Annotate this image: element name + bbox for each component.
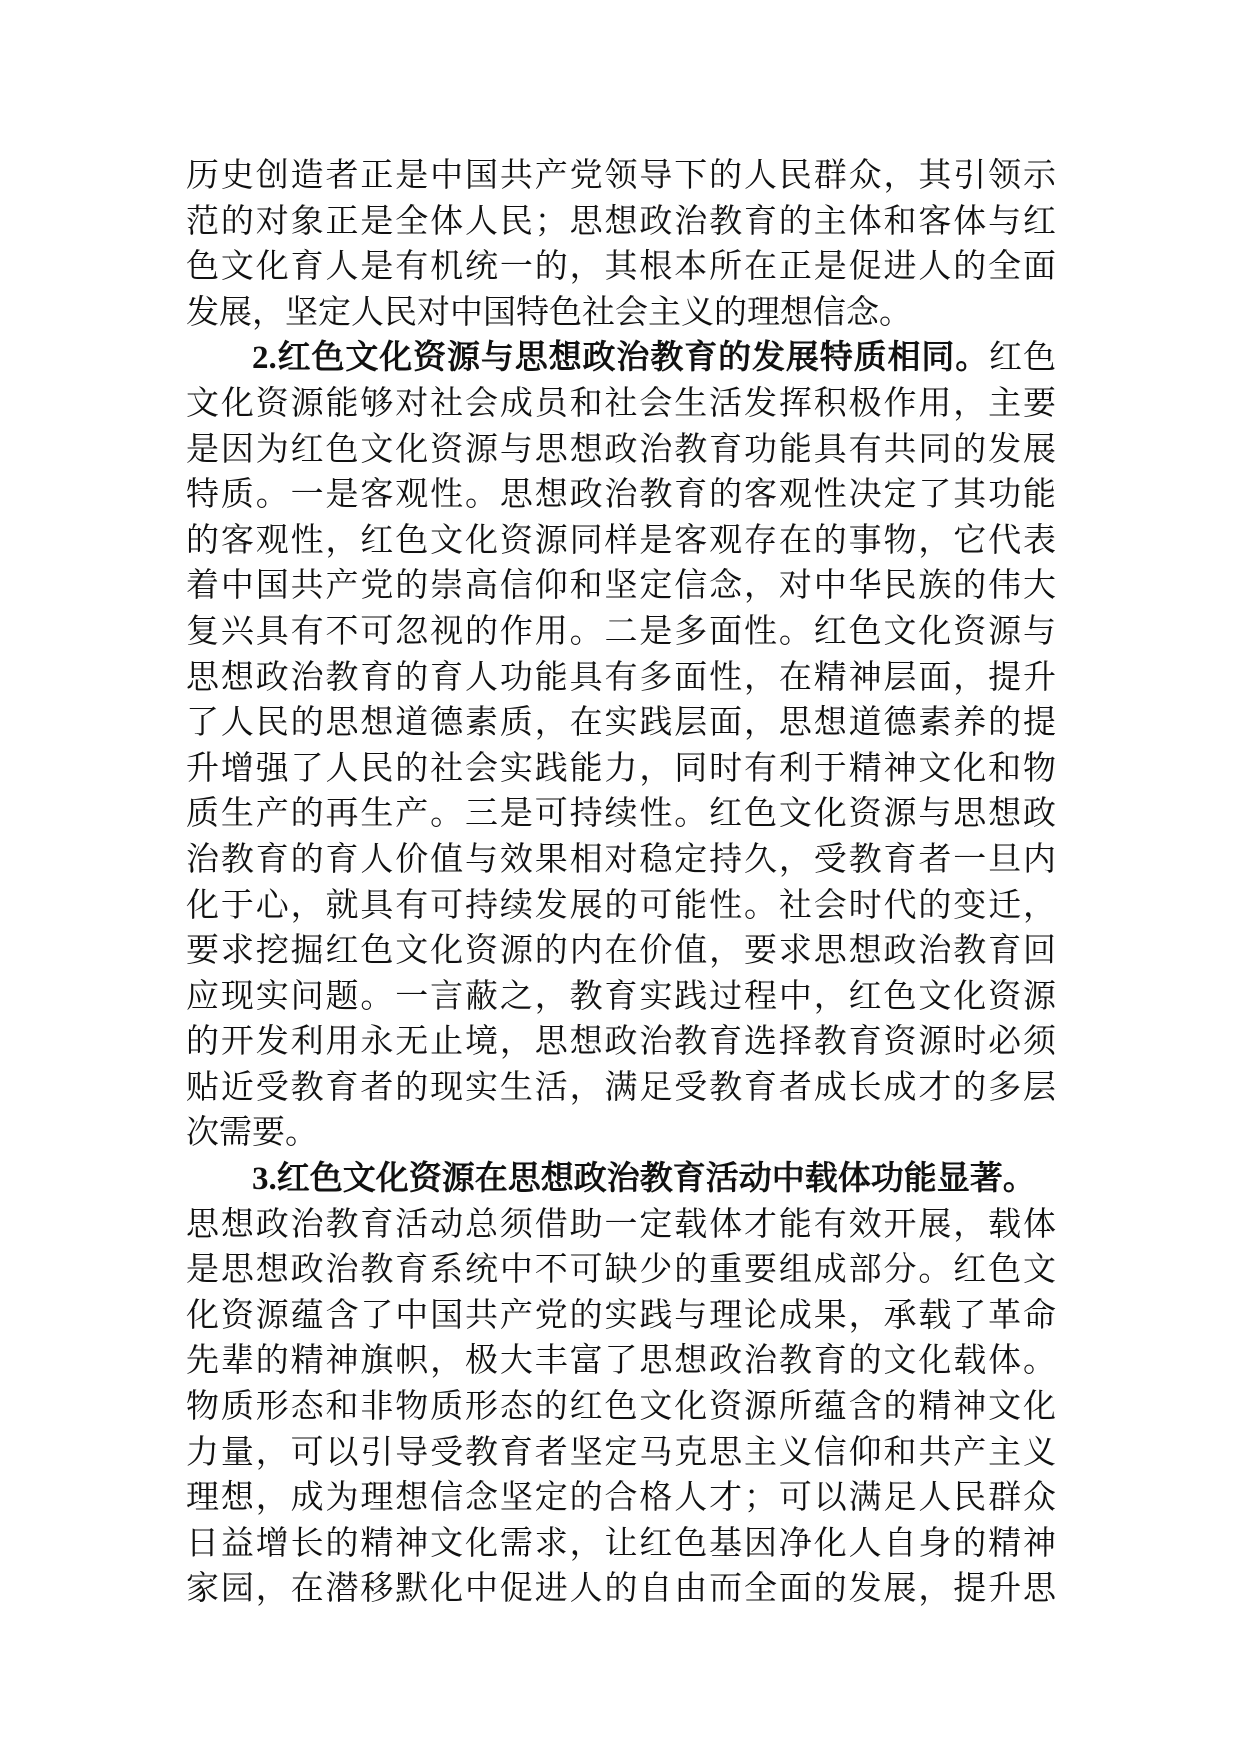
body-line: 应现实问题。一言蔽之，教育实践过程中，红色文化资源	[186, 975, 1056, 1015]
body-line: 特质。一是客观性。思想政治教育的客观性决定了其功能	[186, 474, 1056, 514]
body-line: 色文化育人是有机统一的，其根本所在正是促进人的全面	[186, 246, 1056, 286]
body-line: 理想，成为理想信念坚定的合格人才；可以满足人民群众	[186, 1477, 1056, 1517]
body-line: 家园，在潜移默化中促进人的自由而全面的发展，提升思	[186, 1568, 1056, 1608]
body-line: 了人民的思想道德素质，在实践层面，思想道德素养的提	[186, 702, 1056, 742]
body-line: 范的对象正是全体人民；思想政治教育的主体和客体与红	[186, 200, 1056, 240]
body-line: 先辈的精神旗帜，极大丰富了思想政治教育的文化载体。	[186, 1340, 1056, 1380]
body-line: 文化资源能够对社会成员和社会生活发挥积极作用，主要	[186, 382, 1056, 422]
document-page	[186, 152, 1056, 1611]
section-2-number: 2.	[252, 340, 277, 377]
body-line: 升增强了人民的社会实践能力，同时有利于精神文化和物	[186, 747, 1056, 787]
body-line: 日益增长的精神文化需求，让红色基因净化人自身的精神	[186, 1522, 1056, 1562]
section-3-number: 3.	[252, 1161, 277, 1198]
body-line: 次需要。	[186, 1112, 318, 1152]
body-line: 是因为红色文化资源与思想政治教育功能具有共同的发展	[186, 428, 1056, 468]
body-line: 是思想政治教育系统中不可缺少的重要组成部分。红色文	[186, 1249, 1056, 1289]
body-line: 力量，可以引导受教育者坚定马克思主义信仰和共产主义	[186, 1431, 1056, 1471]
section-2-heading: 红色文化资源与思想政治教育的发展特质相同。	[276, 337, 990, 377]
body-line: 发展，坚定人民对中国特色社会主义的理想信念。	[186, 291, 912, 331]
body-line: 贴近受教育者的现实生活，满足受教育者成长成才的多层	[186, 1066, 1056, 1106]
body-line: 的开发利用永无止境，思想政治教育选择教育资源时必须	[186, 1021, 1056, 1061]
section-3-heading: 红色文化资源在思想政治教育活动中载体功能显著。	[276, 1158, 1036, 1198]
section-3-heading-line	[186, 1155, 1056, 1201]
body-line: 复兴具有不可忽视的作用。二是多面性。红色文化资源与	[186, 610, 1056, 650]
section-2-heading-tail: 红色	[989, 337, 1057, 377]
section-2-heading-line	[186, 334, 1056, 380]
body-line: 思想政治教育活动总须借助一定载体才能有效开展，载体	[186, 1203, 1056, 1243]
body-line: 治教育的育人价值与效果相对稳定持久，受教育者一旦内	[186, 838, 1056, 878]
body-line: 质生产的再生产。三是可持续性。红色文化资源与思想政	[186, 793, 1056, 833]
body-line: 物质形态和非物质形态的红色文化资源所蕴含的精神文化	[186, 1386, 1056, 1426]
body-line: 化资源蕴含了中国共产党的实践与理论成果，承载了革命	[186, 1294, 1056, 1334]
body-line: 思想政治教育的育人功能具有多面性，在精神层面，提升	[186, 656, 1056, 696]
body-line: 要求挖掘红色文化资源的内在价值，要求思想政治教育回	[186, 930, 1056, 970]
body-line: 历史创造者正是中国共产党领导下的人民群众，其引领示	[186, 155, 1056, 194]
body-line: 的客观性，红色文化资源同样是客观存在的事物，它代表	[186, 519, 1056, 559]
body-line: 着中国共产党的崇高信仰和坚定信念，对中华民族的伟大	[186, 565, 1056, 605]
body-line: 化于心，就具有可持续发展的可能性。社会时代的变迁，	[186, 884, 1056, 924]
